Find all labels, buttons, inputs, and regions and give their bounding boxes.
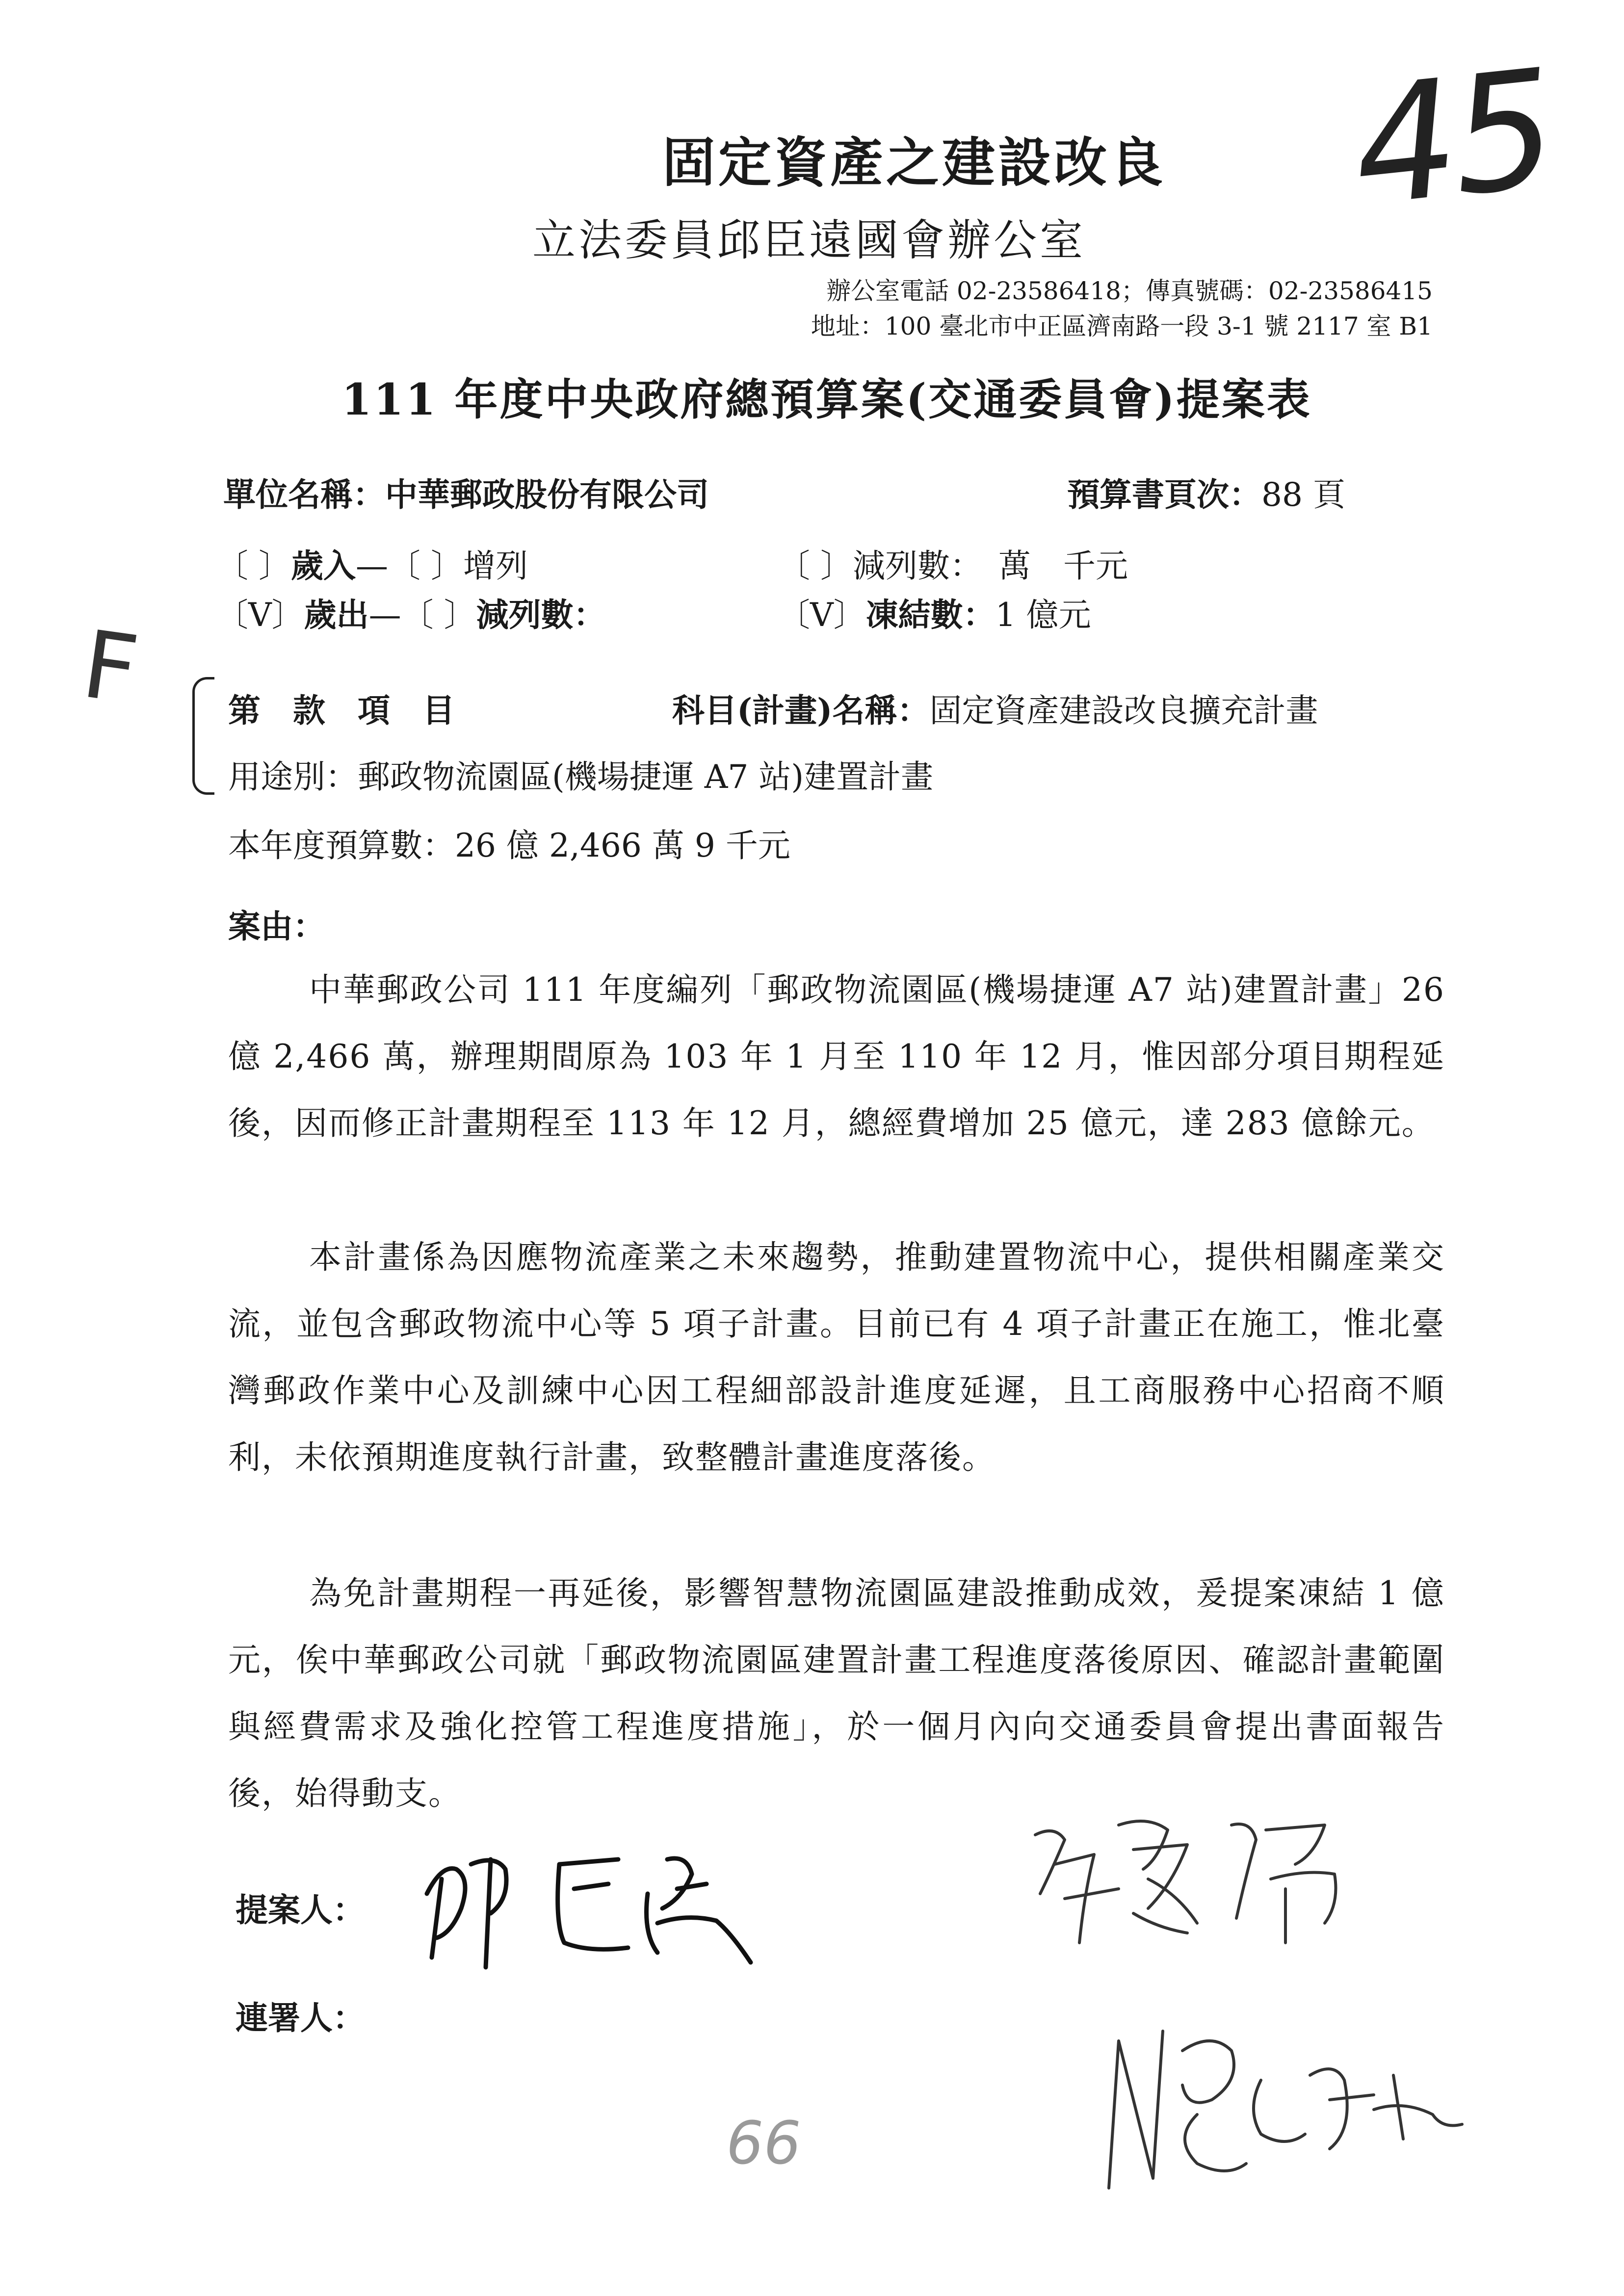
budget-page-row (1067, 469, 1345, 515)
freeze-checkbox: 〔V〕 (778, 596, 866, 634)
revenue-increase-label: 增列 (463, 547, 528, 585)
cosigner-signature-1 (1021, 1796, 1364, 1957)
section-label: 第 款 項 目 (228, 691, 455, 730)
revenue-checkbox: 〔 〕 (216, 547, 291, 585)
expense-checkbox: 〔V〕 (216, 596, 304, 634)
reduce-amount-text: 減列數： 萬 千元 (852, 547, 1128, 585)
expense-label: 歲出 (304, 596, 369, 634)
paragraph-1: 中華郵政公司 111 年度編列「郵政物流園區(機場捷運 A7 站)建置計畫」26 億 2,466 萬，辦理期間原為 103 年 1 月至 110 年 12 月，惟因部分項目期程延後，因而修正計畫期程至 113 年 12 月，總經費增加 25 億元，達 283 億餘元。 (228, 971, 1445, 1142)
usage-label: 用途別： (228, 758, 358, 796)
freeze-label: 凍結數： (865, 596, 995, 634)
paragraph-2: 本計畫係為因應物流產業之未來趨勢，推動建置物流中心，提供相關產業交流，並包含郵政物流中心等 5 項子計畫。目前已有 4 項子計畫正在施工，惟北臺灣郵政作業中心及訓練中心因工程細部設計進度延遲，且工商服務中心招商不順利，未依預期進度執行計畫，致整體計畫進度落後。 (228, 1238, 1445, 1476)
expense-row (216, 589, 606, 635)
revenue-row (216, 540, 528, 586)
stamp-title: 固定資產之建設改良 (662, 132, 1166, 194)
office-name: 立法委員邱臣遠國會辦公室 (532, 215, 1086, 265)
unit-row (223, 469, 709, 515)
revenue-sub-checkbox: —〔 〕 (355, 547, 463, 585)
freeze-value: 1 億元 (995, 596, 1091, 634)
usage-value: 郵政物流園區(機場捷運 A7 站)建置計畫 (358, 758, 934, 796)
proposer-signature (412, 1835, 765, 1982)
expense-reduce-label: 減列數： (476, 596, 606, 634)
form-title: 111 年度中央政府總預算案(交通委員會)提案表 (341, 374, 1312, 425)
subject-value: 固定資產建設改良擴充計畫 (929, 692, 1318, 730)
reason-heading: 案由： (228, 907, 325, 945)
unit-value: 中華郵政股份有限公司 (385, 475, 709, 514)
margin-mark: F (76, 610, 145, 725)
expense-sub-checkbox: —〔 〕 (368, 596, 476, 634)
annual-budget: 本年度預算數：26 億 2,466 萬 9 千元 (228, 827, 790, 864)
handwritten-page-number: 45 (1345, 34, 1560, 242)
office-address: 地址：100 臺北市中正區濟南路一段 3-1 號 2117 室 B1 (811, 312, 1433, 340)
subject-label: 科目(計畫)名稱： (672, 691, 930, 730)
item-bracket (192, 677, 214, 795)
cosigner-label: 連署人： (236, 1999, 365, 2037)
cosigner-signature-2 (1099, 2002, 1472, 2218)
proposer-label: 提案人： (236, 1891, 365, 1929)
revenue-label: 歲入 (290, 547, 356, 585)
subject-row (672, 684, 1318, 731)
budget-page-value: 88 頁 (1261, 476, 1345, 514)
office-phone: 辦公室電話 02-23586418；傳真號碼：02-23586415 (826, 277, 1433, 305)
unit-label: 單位名稱： (223, 475, 385, 514)
page-number: 66 (726, 2110, 801, 2178)
reduce-amount-checkbox: 〔 〕 (778, 547, 853, 585)
paragraph-3: 為免計畫期程一再延後，影響智慧物流園區建設推動成效，爰提案凍結 1 億元，俟中華郵政公司就「郵政物流園區建置計畫工程進度落後原因、確認計畫範圍與經費需求及強化控管工程進度措施」，於一個月內向交通委員會提出書面報告後，始得動支。 (228, 1574, 1445, 1812)
reduce-amount-row (778, 540, 1128, 586)
budget-page-label: 預算書頁次： (1067, 475, 1261, 514)
freeze-row (778, 589, 1091, 635)
usage-row (228, 751, 933, 797)
